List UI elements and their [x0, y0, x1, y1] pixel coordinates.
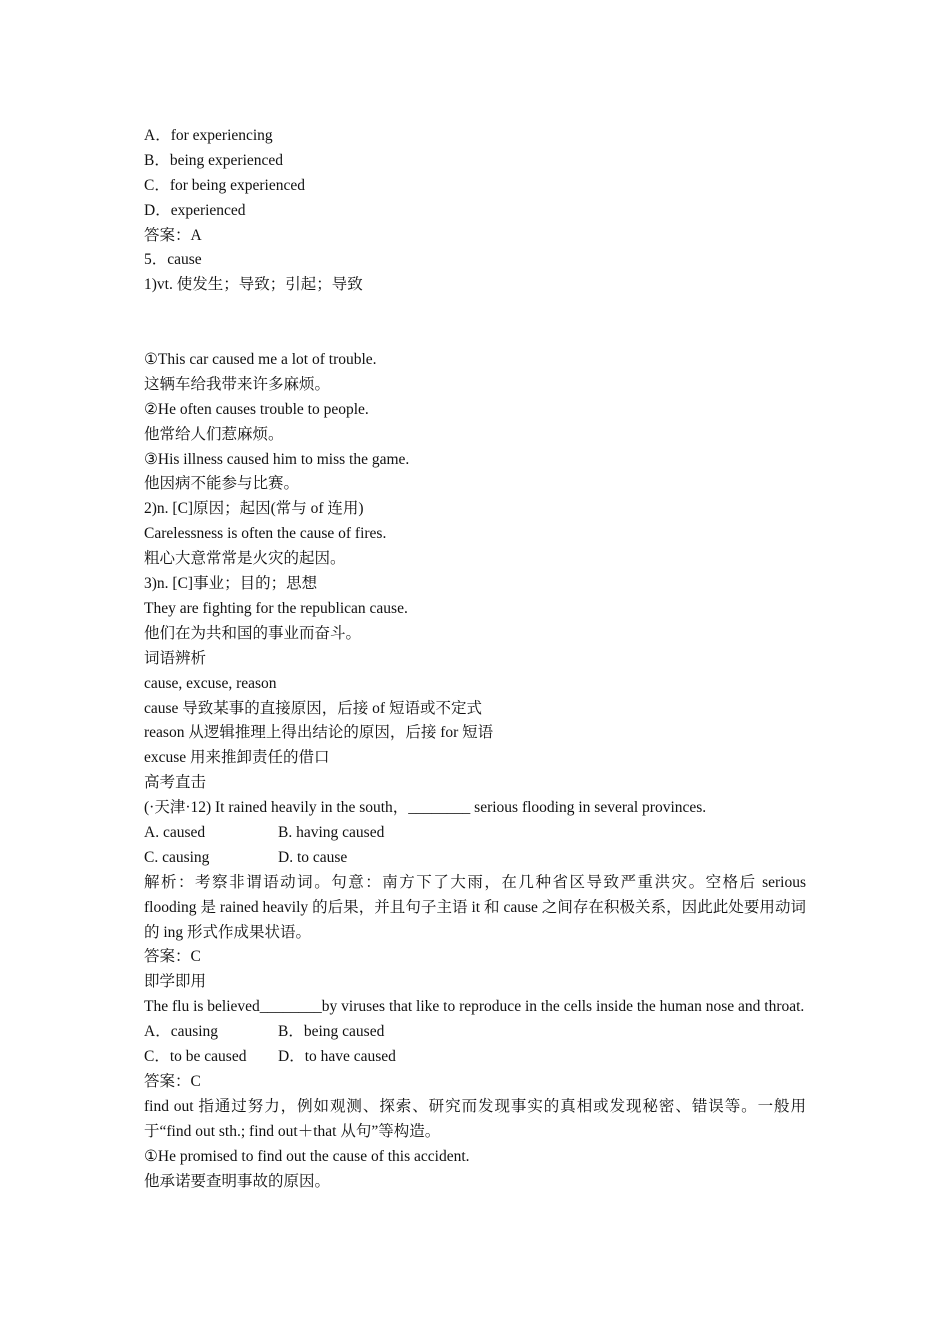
practice-options-row-1 — [144, 1020, 806, 1045]
findout-example-zh: 他承诺要查明事故的原因。 — [144, 1172, 331, 1190]
practice-answer: 答案：C — [144, 1072, 201, 1090]
option-d: D．experienced — [144, 201, 246, 219]
gaokao-option-a: A. caused — [144, 823, 206, 841]
example-1-zh: 这辆车给我带来许多麻烦。 — [144, 375, 331, 393]
option-a: A．for experiencing — [144, 127, 273, 144]
option-b: B．being experienced — [144, 151, 284, 169]
example-4-zh: 粗心大意常常是火灾的起因。 — [144, 550, 346, 568]
gaokao-title: 高考直击 — [144, 774, 207, 792]
example-3-zh: 他因病不能参与比赛。 — [144, 475, 300, 493]
example-2-zh: 他常给人们惹麻烦。 — [144, 425, 284, 443]
analysis-title: 词语辨析 — [144, 649, 207, 667]
example-3-en: ③His illness caused him to miss the game. — [144, 450, 410, 468]
gaokao-question: (·天津·12) It rained heavily in the south，________ serious flooding in several provinces. — [144, 799, 707, 817]
option-c: C．for being experienced — [144, 176, 305, 194]
practice-option-c: C．to be caused — [144, 1048, 247, 1066]
definition-1: 1)vt. 使发生；导致；引起；导致 — [144, 276, 363, 294]
analysis-line-2: reason 从逻辑推理上得出结论的原因，后接 for 短语 — [144, 724, 494, 742]
gaokao-options-row-1 — [144, 821, 806, 846]
gaokao-option-c: C. causing — [144, 848, 210, 866]
section-heading-cause: 5．cause — [144, 251, 202, 269]
analysis-line-1: cause 导致某事的直接原因，后接 of 短语或不定式 — [144, 699, 482, 717]
practice-title: 即学即用 — [144, 973, 207, 991]
findout-example-en: ①He promised to find out the cause of this accident. — [144, 1147, 470, 1165]
practice-option-a: A．causing — [144, 1023, 219, 1041]
practice-option-d: D．to have caused — [278, 1048, 396, 1066]
example-2-en: ②He often causes trouble to people. — [144, 400, 369, 418]
analysis-line-3: excuse 用来推卸责任的借口 — [144, 749, 330, 767]
answer: 答案：A — [144, 226, 202, 244]
example-4-en: Carelessness is often the cause of fires. — [144, 525, 387, 543]
spacer — [144, 298, 806, 348]
practice-question: The flu is believed________by viruses that like to reproduce in the cells inside the human nose and throat. — [144, 998, 805, 1016]
example-5-zh: 他们在为共和国的事业而奋斗。 — [144, 624, 362, 642]
gaokao-option-b: B. having caused — [278, 823, 385, 841]
document-page — [144, 124, 806, 1194]
practice-option-b: B．being caused — [278, 1023, 385, 1041]
gaokao-option-d: D. to cause — [278, 848, 348, 866]
practice-options-row-2 — [144, 1045, 806, 1070]
gaokao-answer: 答案：C — [144, 948, 201, 966]
definition-2: 2)n. [C]原因；起因(常与 of 连用) — [144, 500, 364, 518]
gaokao-options-row-2 — [144, 846, 806, 871]
analysis-words: cause, excuse, reason — [144, 674, 277, 692]
findout-description: find out 指通过努力，例如观测、探索、研究而发现事实的真相或发现秘密、错误等。一般用于“find out sth.; find out＋that 从句”等构造。 — [144, 1097, 806, 1140]
definition-3: 3)n. [C]事业；目的；思想 — [144, 575, 318, 593]
example-5-en: They are fighting for the republican cause. — [144, 599, 408, 617]
gaokao-explanation: 解析：考察非谓语动词。句意：南方下了大雨，在几种省区导致严重洪灾。空格后 serious flooding 是 rained heavily 的后果，并且句子主语 it 和 cause 之间存在积极关系，因此此处要用动词的 ing 形式作成果状语。 — [144, 873, 806, 941]
example-1-en: ①This car caused me a lot of trouble. — [144, 351, 377, 369]
